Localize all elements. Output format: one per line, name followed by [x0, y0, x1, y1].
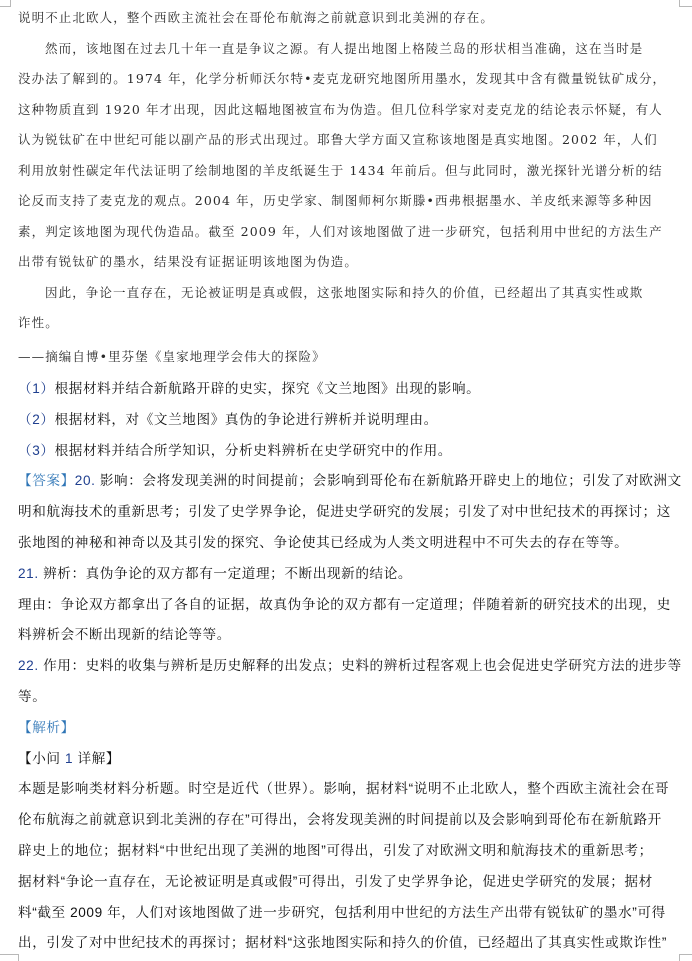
- question-text: 根据材料，对《文兰地图》真伪的争论进行辨析并说明理由。: [54, 411, 438, 427]
- question-number: （2）: [18, 411, 55, 427]
- page-corner-mark-top-left: [0, 0, 11, 7]
- passage-line: 认为锐钛矿在中世纪可能以副产品的形式出现过。耶鲁大学方面又宣称该地图是真实地图。2002 年，人们: [18, 132, 658, 147]
- analysis-line: 据材料“争论一直存在，无论被证明是真或假”可得出，引发了史学界争论，促进史学研究的发展；据材: [18, 873, 653, 889]
- page-corner-mark-bottom-left: [0, 954, 19, 961]
- answer-22-line: 等。: [18, 688, 47, 704]
- passage-line: 论反而支持了麦克龙的观点。2004 年，历史学家、制图师柯尔斯滕•西弗根据墨水、羊皮纸来源等多种因: [18, 193, 653, 208]
- page-corner-mark-top-right: [679, 0, 692, 7]
- passage-line: 素，判定该地图为现代伪造品。截至 2009 年，人们对该地图做了进一步研究，包括利用中世纪的方法生产: [18, 223, 663, 239]
- answer-20-line: [18, 466, 682, 497]
- sub-heading-suffix: 详解】: [73, 750, 121, 766]
- question-item: [18, 436, 672, 467]
- page-corner-mark-bottom-right: [679, 954, 692, 961]
- passage-line: 因此，争论一直存在，无论被证明是真或假，这张地图实际和持久的价值，已经超出了其真实性或欺: [45, 284, 644, 300]
- answer-text: 影响：会将发现美洲的时间提前；会影响到哥伦布在新航路开辟史上的地位；引发了对欧洲文: [95, 473, 682, 489]
- passage-line: 这种物质直到 1920 年才出现，因此这幅地图被宣布为伪造。但几位科学家对麦克龙的结论表示怀疑，有人: [18, 101, 663, 117]
- analysis-line: 料“截至 2009 年，人们对该地图做了进一步研究，包括利用中世纪的方法生产出带有锐钛矿的墨水”可得: [18, 904, 666, 920]
- sub-heading-prefix: 【小问: [18, 750, 65, 766]
- analysis-line: 本题是影响类材料分析题。时空是近代（世界）。影响，据材料“说明不止北欧人，整个西欧主流社会在哥: [18, 781, 670, 797]
- question-text: 根据材料并结合新航路开辟的史实，探究《文兰地图》出现的影响。: [54, 381, 481, 396]
- analysis-line: 出，引发了对中世纪技术的再探讨；据材料“这张地图实际和持久的价值，已经超出了其真实性或欺诈性”: [18, 935, 667, 951]
- question-item: [18, 405, 672, 436]
- answer-22-line: [18, 651, 682, 682]
- passage-line: 然而，该地图在过去几十年一直是争议之源。有人提出地图上格陵兰岛的形状相当准确，这在当时是: [45, 40, 644, 56]
- answer-number: 22.: [18, 658, 39, 674]
- analysis-line: 伦布航海之前就意识到北美洲的存在”可得出，会将发现美洲的时间提前以及会影响到哥伦布在新航路开: [18, 812, 662, 828]
- sub-heading-number: 1: [64, 750, 74, 766]
- passage-source-citation: ——摘编自博•里芬堡《皇家地理学会伟大的探险》: [18, 348, 326, 364]
- passage-line: 没办法了解到的。1974 年，化学分析师沃尔特•麦克龙研究地图所用墨水，发现其中含有微量锐钛矿成分，: [18, 71, 667, 86]
- question-item: [18, 374, 672, 405]
- answer-text: 作用：史料的收集与辨析是历史解释的出发点；史料的辨析过程客观上也会促进史学研究方法的进步等: [38, 658, 682, 674]
- answer-section: [18, 466, 682, 712]
- answer-21-line: [18, 559, 672, 590]
- analysis-line: 辟史上的地位；据材料“中世纪出现了美洲的地图”可得出，引发了对欧洲文明和航海技术的重新思考；: [18, 842, 653, 858]
- passage-line: 利用放射性碳定年代法证明了绘制地图的羊皮纸诞生于 1434 年前后。但与此同时，激光探针光谱分析的结: [18, 162, 663, 178]
- document-page: [18, 0, 682, 959]
- answer-text: 辨析：真伪争论的双方都有一定道理；不断出现新的结论。: [38, 565, 413, 581]
- question-list: [18, 374, 672, 466]
- passage-line: 诈性。: [18, 315, 59, 330]
- passage-line: 出带有锐钛矿的墨水，结果没有证据证明该地图为伪造。: [18, 254, 359, 269]
- answer-label: 【答案】: [18, 473, 75, 489]
- answer-20-line: 张地图的神秘和神奇以及其引发的探究、争论使其已经成为人类文明进程中不可失去的存在等等。: [18, 534, 629, 550]
- answer-21-line: 料辨析会不断出现新的结论等等。: [18, 627, 231, 643]
- passage-line: 说明不止北欧人，整个西欧主流社会在哥伦布航海之前就意识到北美洲的存在。: [18, 10, 495, 25]
- answer-20-line: 明和航海技术的重新思考；引发了史学界争论，促进史学研究的发展；引发了对中世纪技术的再探讨；这: [18, 504, 671, 520]
- analysis-label: 【解析】: [18, 719, 75, 735]
- question-text: 根据材料并结合所学知识，分析史料辨析在史学研究中的作用。: [54, 442, 452, 458]
- question-number: （1）: [18, 381, 55, 396]
- sub-question-1-heading: [18, 744, 672, 775]
- source-passage: [18, 0, 672, 372]
- question-number: （3）: [18, 442, 55, 458]
- analysis-section: [18, 713, 672, 959]
- answer-number: 21.: [18, 565, 39, 581]
- answer-21-line: 理由：争论双方都拿出了各自的证据，故真伪争论的双方都有一定道理；伴随着新的研究技术的出现，史: [18, 596, 671, 612]
- answer-number: 20.: [74, 473, 96, 489]
